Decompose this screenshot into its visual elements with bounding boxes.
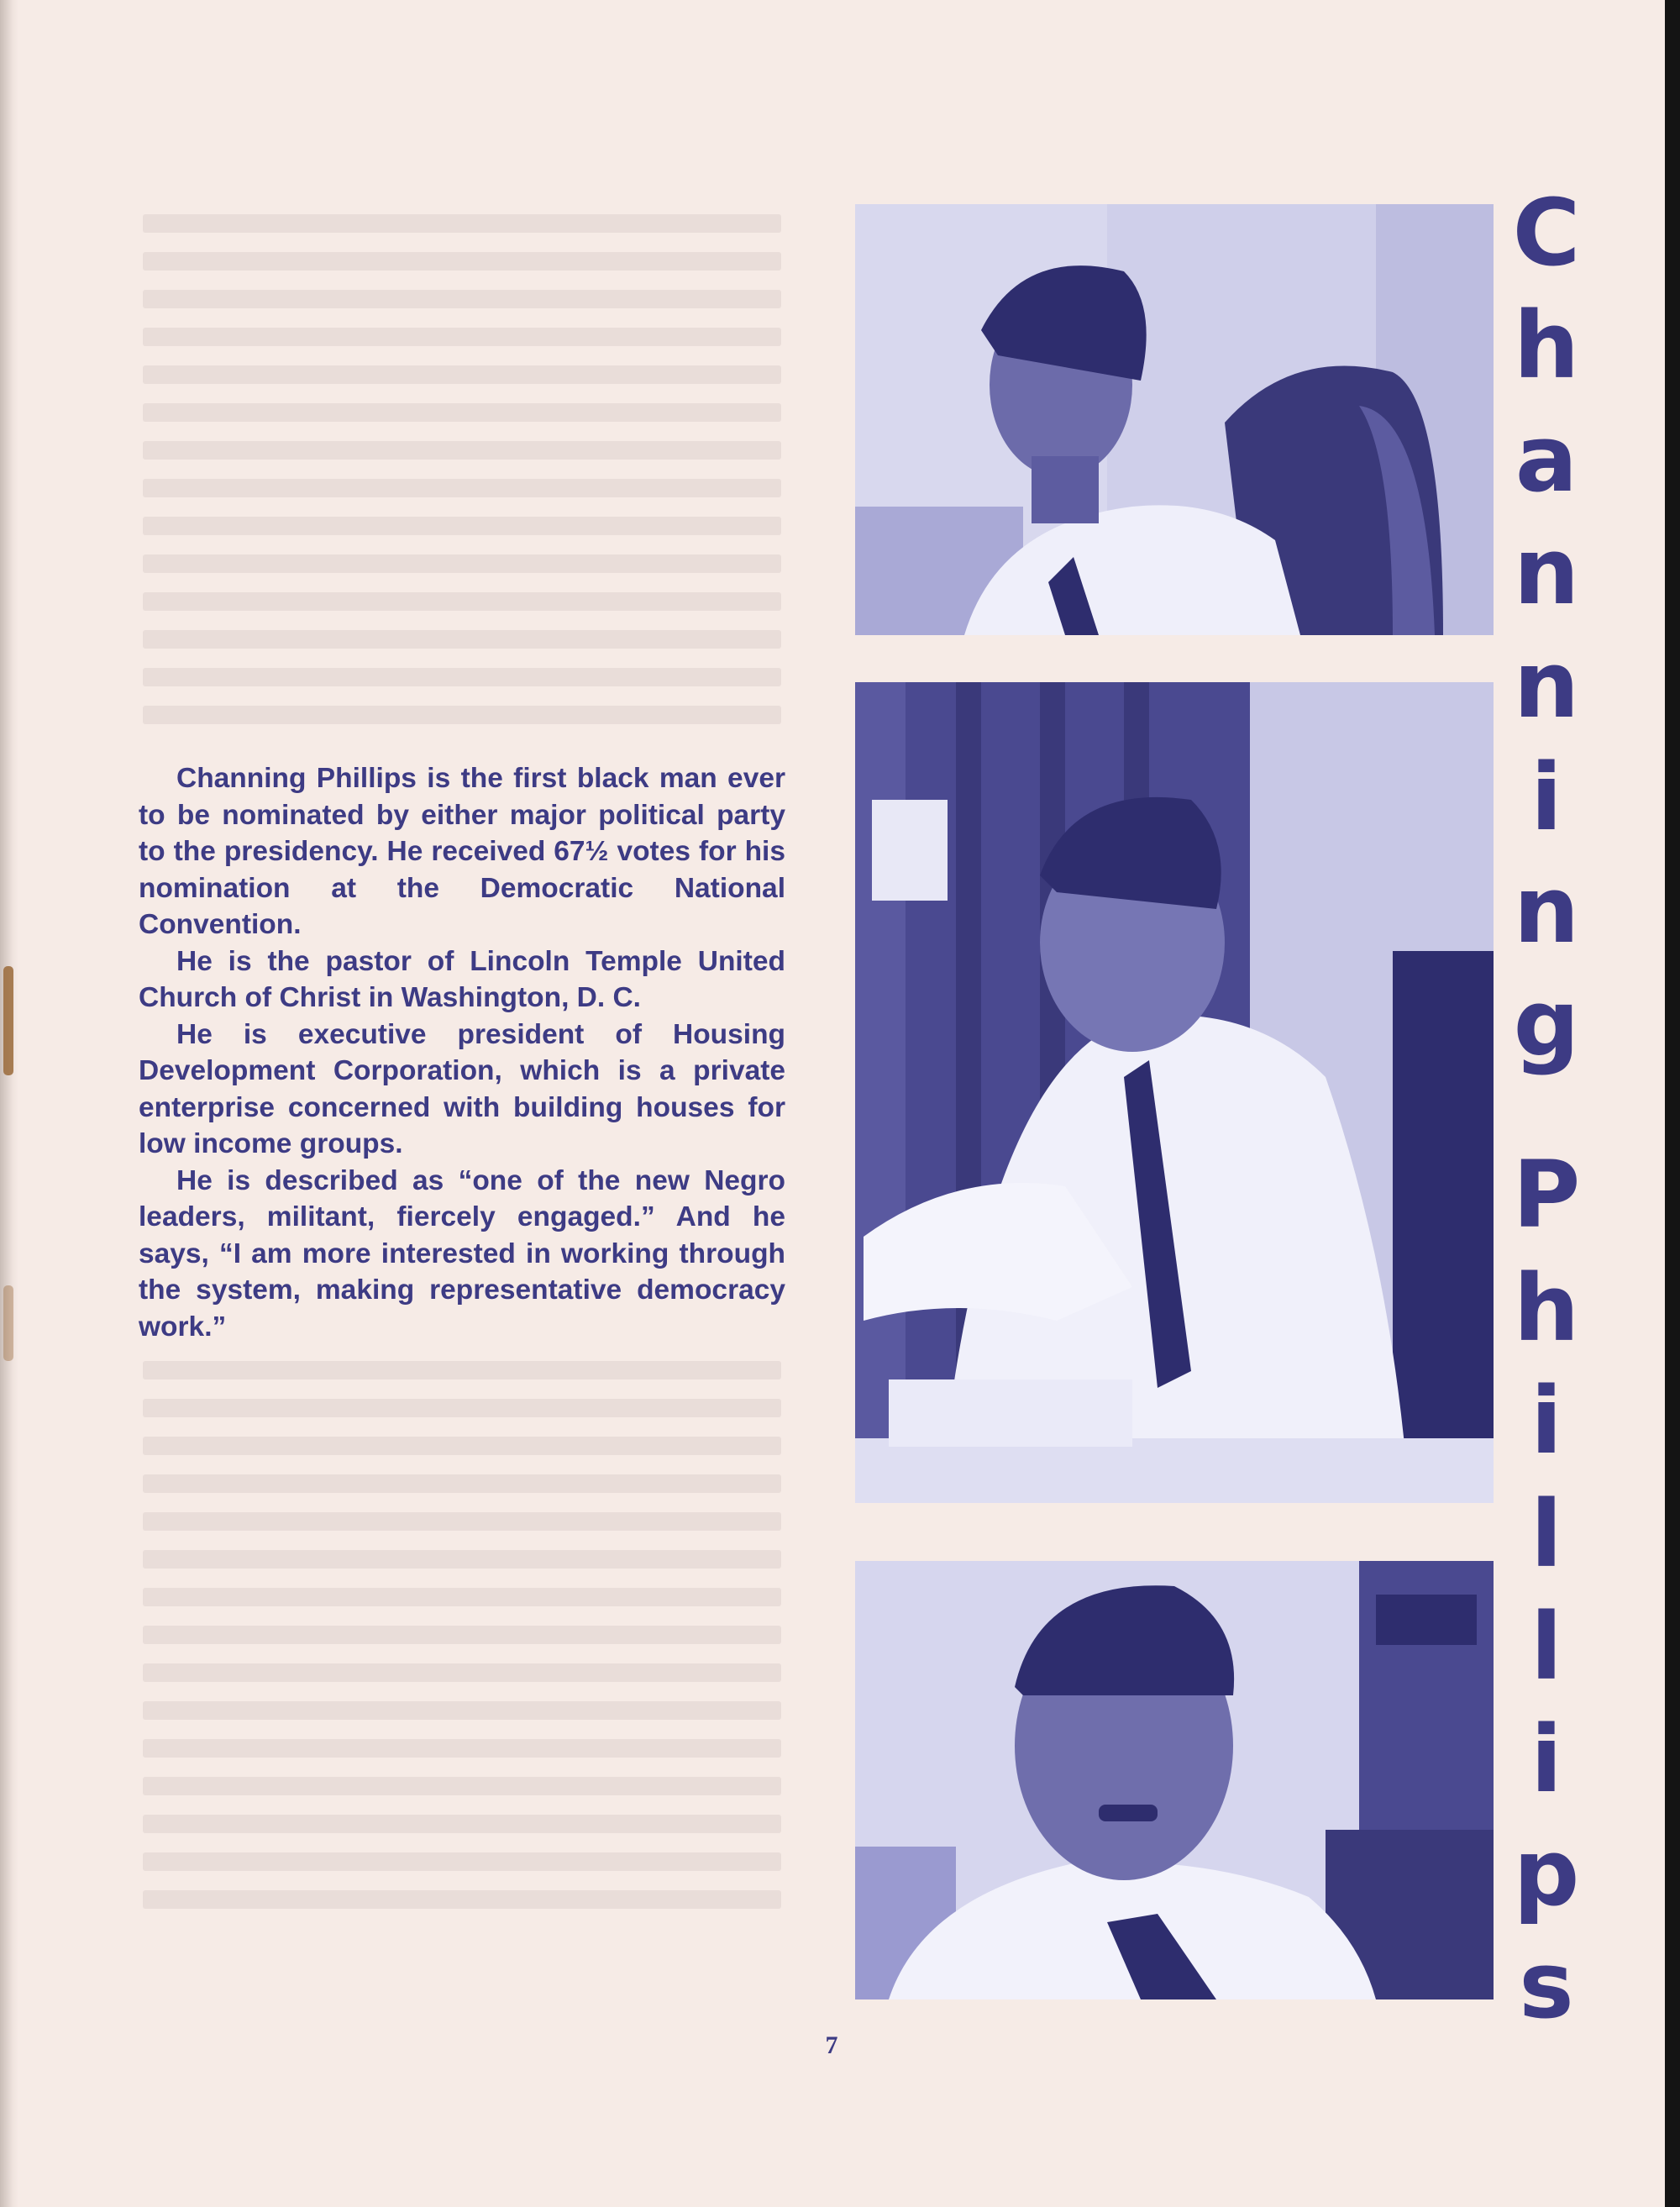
title-letter: n	[1513, 518, 1580, 626]
title-letter: i	[1530, 743, 1562, 851]
title-letter: n	[1513, 630, 1580, 738]
article-body	[139, 760, 785, 1345]
title-letter: p	[1513, 1818, 1580, 1926]
title-letter: s	[1519, 1931, 1574, 2039]
title-letter: h	[1513, 1253, 1580, 1362]
title-letter: g	[1513, 969, 1580, 1077]
title-letter: l	[1530, 1479, 1562, 1588]
staple-rust-mark-faint	[3, 1285, 13, 1361]
title-letter: i	[1530, 1367, 1562, 1475]
portrait-photo-reading	[855, 682, 1494, 1503]
portrait-photo-frontal	[855, 1561, 1494, 1999]
article-paragraph: He is executive president of Housing Development Corporation, which is a private enterprise concerned with building houses for low income groups.	[139, 1018, 785, 1159]
article-paragraph: Channing Phillips is the first black man ever to be nominated by either major political party to the presidency. He received 67½ votes for his nomination at the Democratic National Convention.	[139, 763, 785, 940]
title-letter: C	[1512, 179, 1581, 286]
title-letter: a	[1515, 404, 1578, 512]
staple-rust-mark	[3, 966, 13, 1075]
title-letter: l	[1530, 1592, 1562, 1700]
binding-shadow	[0, 0, 18, 2207]
vertical-title	[1500, 179, 1593, 2039]
title-letter: n	[1513, 856, 1580, 964]
title-letter: h	[1513, 292, 1580, 400]
article-paragraph: He is the pastor of Lincoln Temple United Church of Christ in Washington, D. C.	[139, 945, 785, 1013]
title-letter: i	[1530, 1705, 1562, 1814]
title-letter: P	[1512, 1141, 1581, 1249]
page-number: 7	[825, 2031, 838, 2059]
portrait-photo-profile	[855, 204, 1494, 635]
article-paragraph: He is described as “one of the new Negro leaders, militant, fiercely engaged.” And he says, “I am more interested in working through the system, making representative democracy work.”	[139, 1164, 785, 1343]
